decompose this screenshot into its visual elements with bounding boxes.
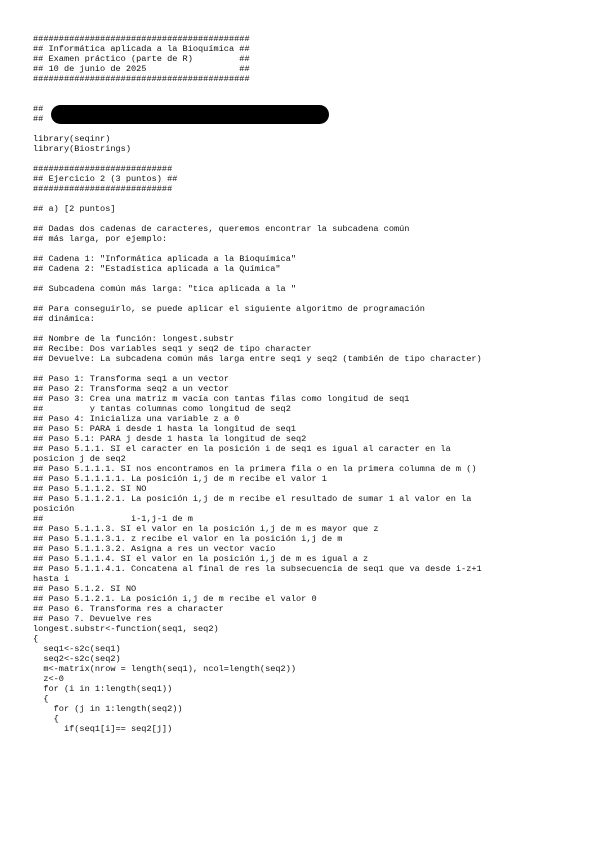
- example-strings: [33, 254, 573, 274]
- code-line: seq1<-s2c(seq1): [33, 644, 121, 654]
- library-line: library(seqinr): [33, 134, 111, 144]
- comment-line: ## Recibe: Dos variables seq1 y seq2 de tipo character: [33, 344, 312, 354]
- header-line: ## Examen práctico (parte de R) ##: [33, 54, 250, 64]
- code-line: seq2<-s2c(seq2): [33, 654, 121, 664]
- banner-line: ## Ejercicio 2 (3 puntos) ##: [33, 174, 178, 184]
- exam-header: [33, 34, 573, 84]
- step-line: ## Paso 5.1.1.1.1. La posición i,j de m recibe el valor 1: [33, 474, 327, 484]
- comment-line: ##: [33, 114, 44, 124]
- step-line: ## Paso 5.1.1.4. SI el valor en la posición i,j de m es igual a z: [33, 554, 369, 564]
- library-line: library(Biostrings): [33, 144, 131, 154]
- step-line: ## Paso 5.1.1.4.1. Concatena al final de res la subsecuencia de seq1 que va desde i-z+1: [33, 564, 482, 574]
- example-result: ## Subcadena común más larga: "tica aplicada a la ": [33, 284, 297, 294]
- step-line: ## Paso 2: Transforma seq2 a un vector: [33, 384, 229, 394]
- comment-line: ##: [33, 104, 44, 114]
- header-line: ## Informática aplicada a la Bioquímica ##: [33, 44, 250, 54]
- banner-line: ###########################: [33, 184, 173, 194]
- comment-line: ## Para conseguirlo, se puede aplicar el siguiente algoritmo de programación: [33, 304, 425, 314]
- step-line: hasta i: [33, 574, 70, 584]
- code-line: m<-matrix(nrow = length(seq1), ncol=length(seq2)): [33, 664, 297, 674]
- code-line: for (j in 1:length(seq2)): [33, 704, 183, 714]
- step-line: ## Paso 3: Crea una matriz m vacía con tantas filas como longitud de seq1: [33, 394, 410, 404]
- problem-intro: [33, 224, 573, 244]
- code-line: {: [33, 694, 49, 704]
- student-info-block: [33, 104, 573, 124]
- code-line: longest.substr<-function(seq1, seq2): [33, 624, 219, 634]
- step-line: ## i-1,j-1 de m: [33, 514, 193, 524]
- header-line: ##########################################: [33, 34, 250, 44]
- algorithm-steps: [33, 374, 573, 624]
- library-imports: [33, 134, 573, 154]
- banner-line: ###########################: [33, 164, 173, 174]
- code-line: {: [33, 634, 39, 644]
- step-line: ## Paso 5.1.1. SI el caracter en la posición i de seq1 es igual al caracter en la: [33, 444, 451, 454]
- code-line: z<-0: [33, 674, 64, 684]
- step-line: ## Paso 5.1.1.2. SI NO: [33, 484, 147, 494]
- code-line: if(seq1[i]== seq2[j]): [33, 724, 173, 734]
- algorithm-intro: [33, 304, 573, 324]
- comment-line: ## Devuelve: La subcadena común más larga entre seq1 y seq2 (también de tipo character): [33, 354, 482, 364]
- redaction-bar: [51, 105, 329, 124]
- step-line: ## Paso 5: PARA i desde 1 hasta la longitud de seq1: [33, 424, 297, 434]
- step-line: ## Paso 5.1.2. SI NO: [33, 584, 137, 594]
- step-line: ## Paso 4: Inicializa una variable z a 0: [33, 414, 240, 424]
- step-line: posicion j de seq2: [33, 454, 126, 464]
- step-line: ## Paso 7. Devuelve res: [33, 614, 152, 624]
- comment-line: ## Cadena 1: "Informática aplicada a la Bioquímica": [33, 254, 297, 264]
- step-line: ## y tantas columnas como longitud de seq2: [33, 404, 291, 414]
- exercise-banner: [33, 164, 573, 194]
- step-line: ## Paso 5.1.1.3.2. Asigna a res un vector vacío: [33, 544, 276, 554]
- step-line: ## Paso 5.1: PARA j desde 1 hasta la longitud de seq2: [33, 434, 307, 444]
- step-line: ## Paso 6. Transforma res a character: [33, 604, 224, 614]
- comment-line: ## Cadena 2: "Estadística aplicada a la Química": [33, 264, 281, 274]
- header-line: ##########################################: [33, 74, 250, 84]
- step-line: ## Paso 5.1.1.3.1. z recibe el valor en la posición i,j de m: [33, 534, 343, 544]
- step-line: ## Paso 5.1.1.2.1. La posición i,j de m recibe el resultado de sumar 1 al valor en la: [33, 494, 472, 504]
- step-line: posición: [33, 504, 75, 514]
- step-line: ## Paso 5.1.2.1. La posición i,j de m recibe el valor 0: [33, 594, 317, 604]
- header-line: ## 10 de junio de 2025 ##: [33, 64, 250, 74]
- comment-line: ## Dadas dos cadenas de caracteres, queremos encontrar la subcadena común: [33, 224, 410, 234]
- code-line: {: [33, 714, 59, 724]
- part-a-heading: ## a) [2 puntos]: [33, 204, 116, 214]
- comment-line: ## dinámica:: [33, 314, 95, 324]
- step-line: ## Paso 5.1.1.3. SI el valor en la posición i,j de m es mayor que z: [33, 524, 379, 534]
- code-line: for (i in 1:length(seq1)): [33, 684, 173, 694]
- comment-line: ## más larga, por ejemplo:: [33, 234, 168, 244]
- r-script: [33, 34, 573, 734]
- step-line: ## Paso 1: Transforma seq1 a un vector: [33, 374, 229, 384]
- function-code: [33, 624, 573, 734]
- comment-line: ## Nombre de la función: longest.substr: [33, 334, 235, 344]
- function-spec: [33, 334, 573, 364]
- step-line: ## Paso 5.1.1.1. SI nos encontramos en la primera fila o en la primera columna de m (): [33, 464, 477, 474]
